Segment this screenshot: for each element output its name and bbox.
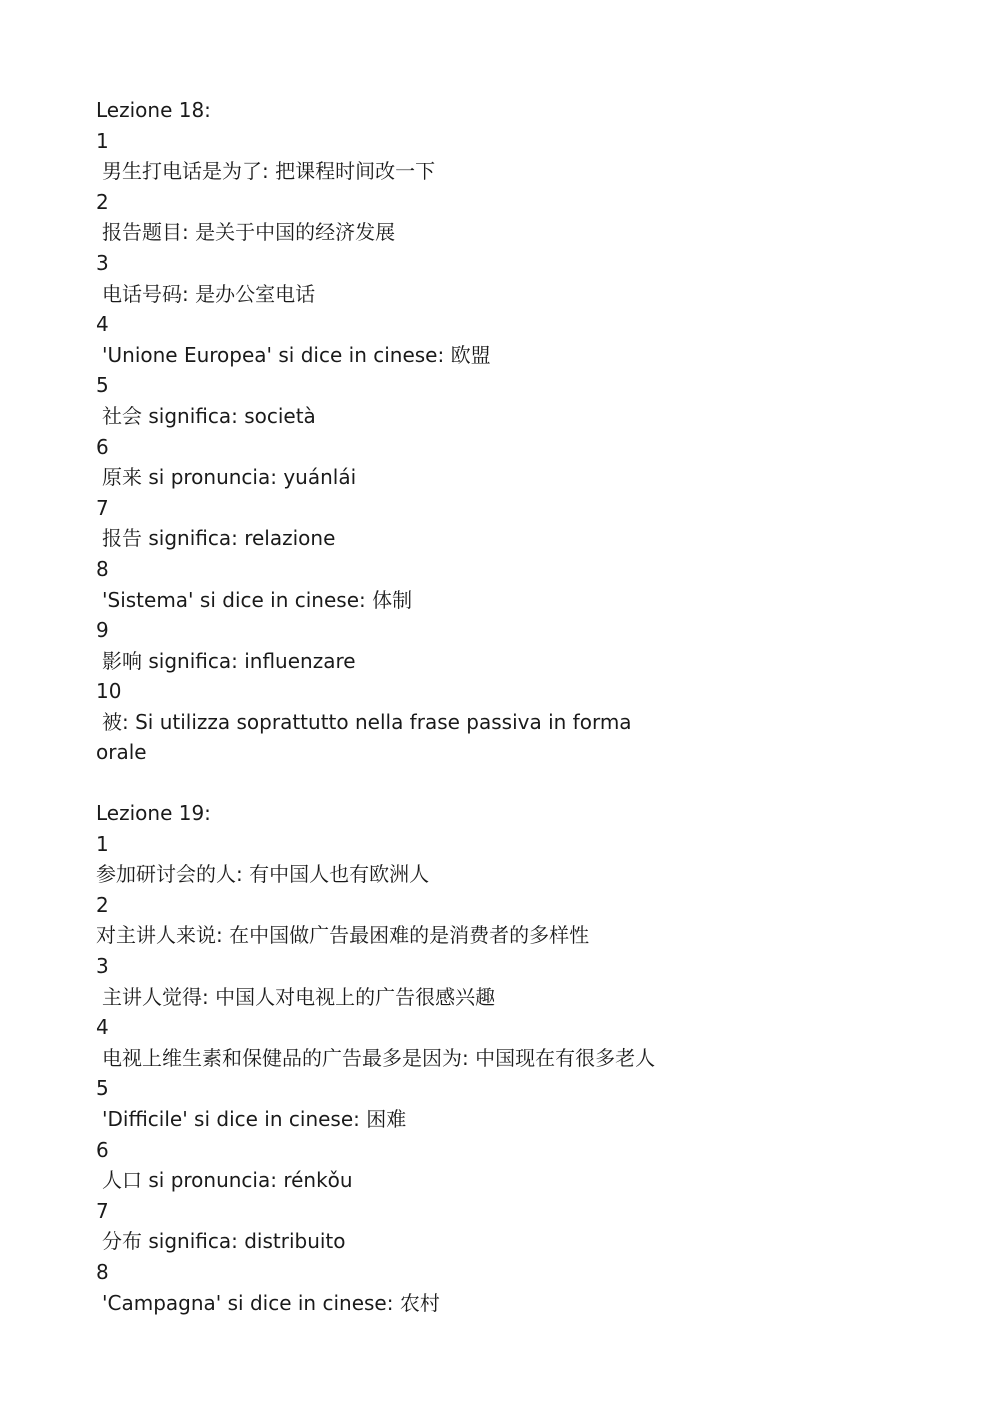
question-number: 8 xyxy=(96,556,109,581)
question-number: 8 xyxy=(96,1259,109,1284)
answer-text: 'Sistema' si dice in cinese: 体制 xyxy=(102,587,413,612)
lesson-title: Lezione 19: xyxy=(96,801,211,826)
question-number: 7 xyxy=(96,1198,109,1223)
answer-text: 被: Si utilizza soprattutto nella frase passiva in forma xyxy=(102,709,632,734)
document-page xyxy=(96,95,896,1318)
answer-text: 参加研讨会的人: 有中国人也有欧洲人 xyxy=(96,862,430,887)
answer-text: 对主讲人来说: 在中国做广告最困难的是消费者的多样性 xyxy=(96,923,590,948)
question-number: 7 xyxy=(96,495,109,520)
answer-text: 主讲人觉得: 中国人对电视上的广告很感兴趣 xyxy=(102,984,496,1009)
answer-text-continuation: orale xyxy=(96,740,147,765)
question-number: 10 xyxy=(96,679,122,704)
question-number: 6 xyxy=(96,1137,109,1162)
question-number: 4 xyxy=(96,312,109,337)
answer-text: 'Campagna' si dice in cinese: 农村 xyxy=(102,1290,440,1315)
answer-text: 报告题目: 是关于中国的经济发展 xyxy=(102,220,396,245)
question-number: 6 xyxy=(96,434,109,459)
section-spacer xyxy=(96,768,896,798)
answer-text: 电视上维生素和保健品的广告最多是因为: 中国现在有很多老人 xyxy=(102,1045,656,1070)
question-number: 1 xyxy=(96,831,109,856)
question-number: 2 xyxy=(96,189,109,214)
answer-text: 电话号码: 是办公室电话 xyxy=(102,281,316,306)
answer-text: 分布 significa: distribuito xyxy=(102,1229,346,1254)
question-number: 5 xyxy=(96,373,109,398)
answer-text: 男生打电话是为了: 把课程时间改一下 xyxy=(102,159,436,184)
lesson-title: Lezione 18: xyxy=(96,98,211,122)
answer-text: 原来 si pronuncia: yuánlái xyxy=(102,465,357,490)
answer-text: 影响 significa: influenzare xyxy=(102,648,356,673)
answer-text: 'Unione Europea' si dice in cinese: 欧盟 xyxy=(102,342,491,367)
question-number: 1 xyxy=(96,128,109,153)
question-number: 2 xyxy=(96,892,109,917)
question-number: 3 xyxy=(96,954,109,979)
question-number: 9 xyxy=(96,618,109,643)
question-number: 3 xyxy=(96,250,109,275)
answer-text: 'Difficile' si dice in cinese: 困难 xyxy=(102,1107,407,1131)
answer-text: 人口 si pronuncia: rénkǒu xyxy=(102,1168,353,1193)
question-number: 5 xyxy=(96,1076,109,1101)
answer-text: 报告 significa: relazione xyxy=(102,526,336,551)
question-number: 4 xyxy=(96,1015,109,1040)
answer-text: 社会 significa: società xyxy=(102,403,316,428)
